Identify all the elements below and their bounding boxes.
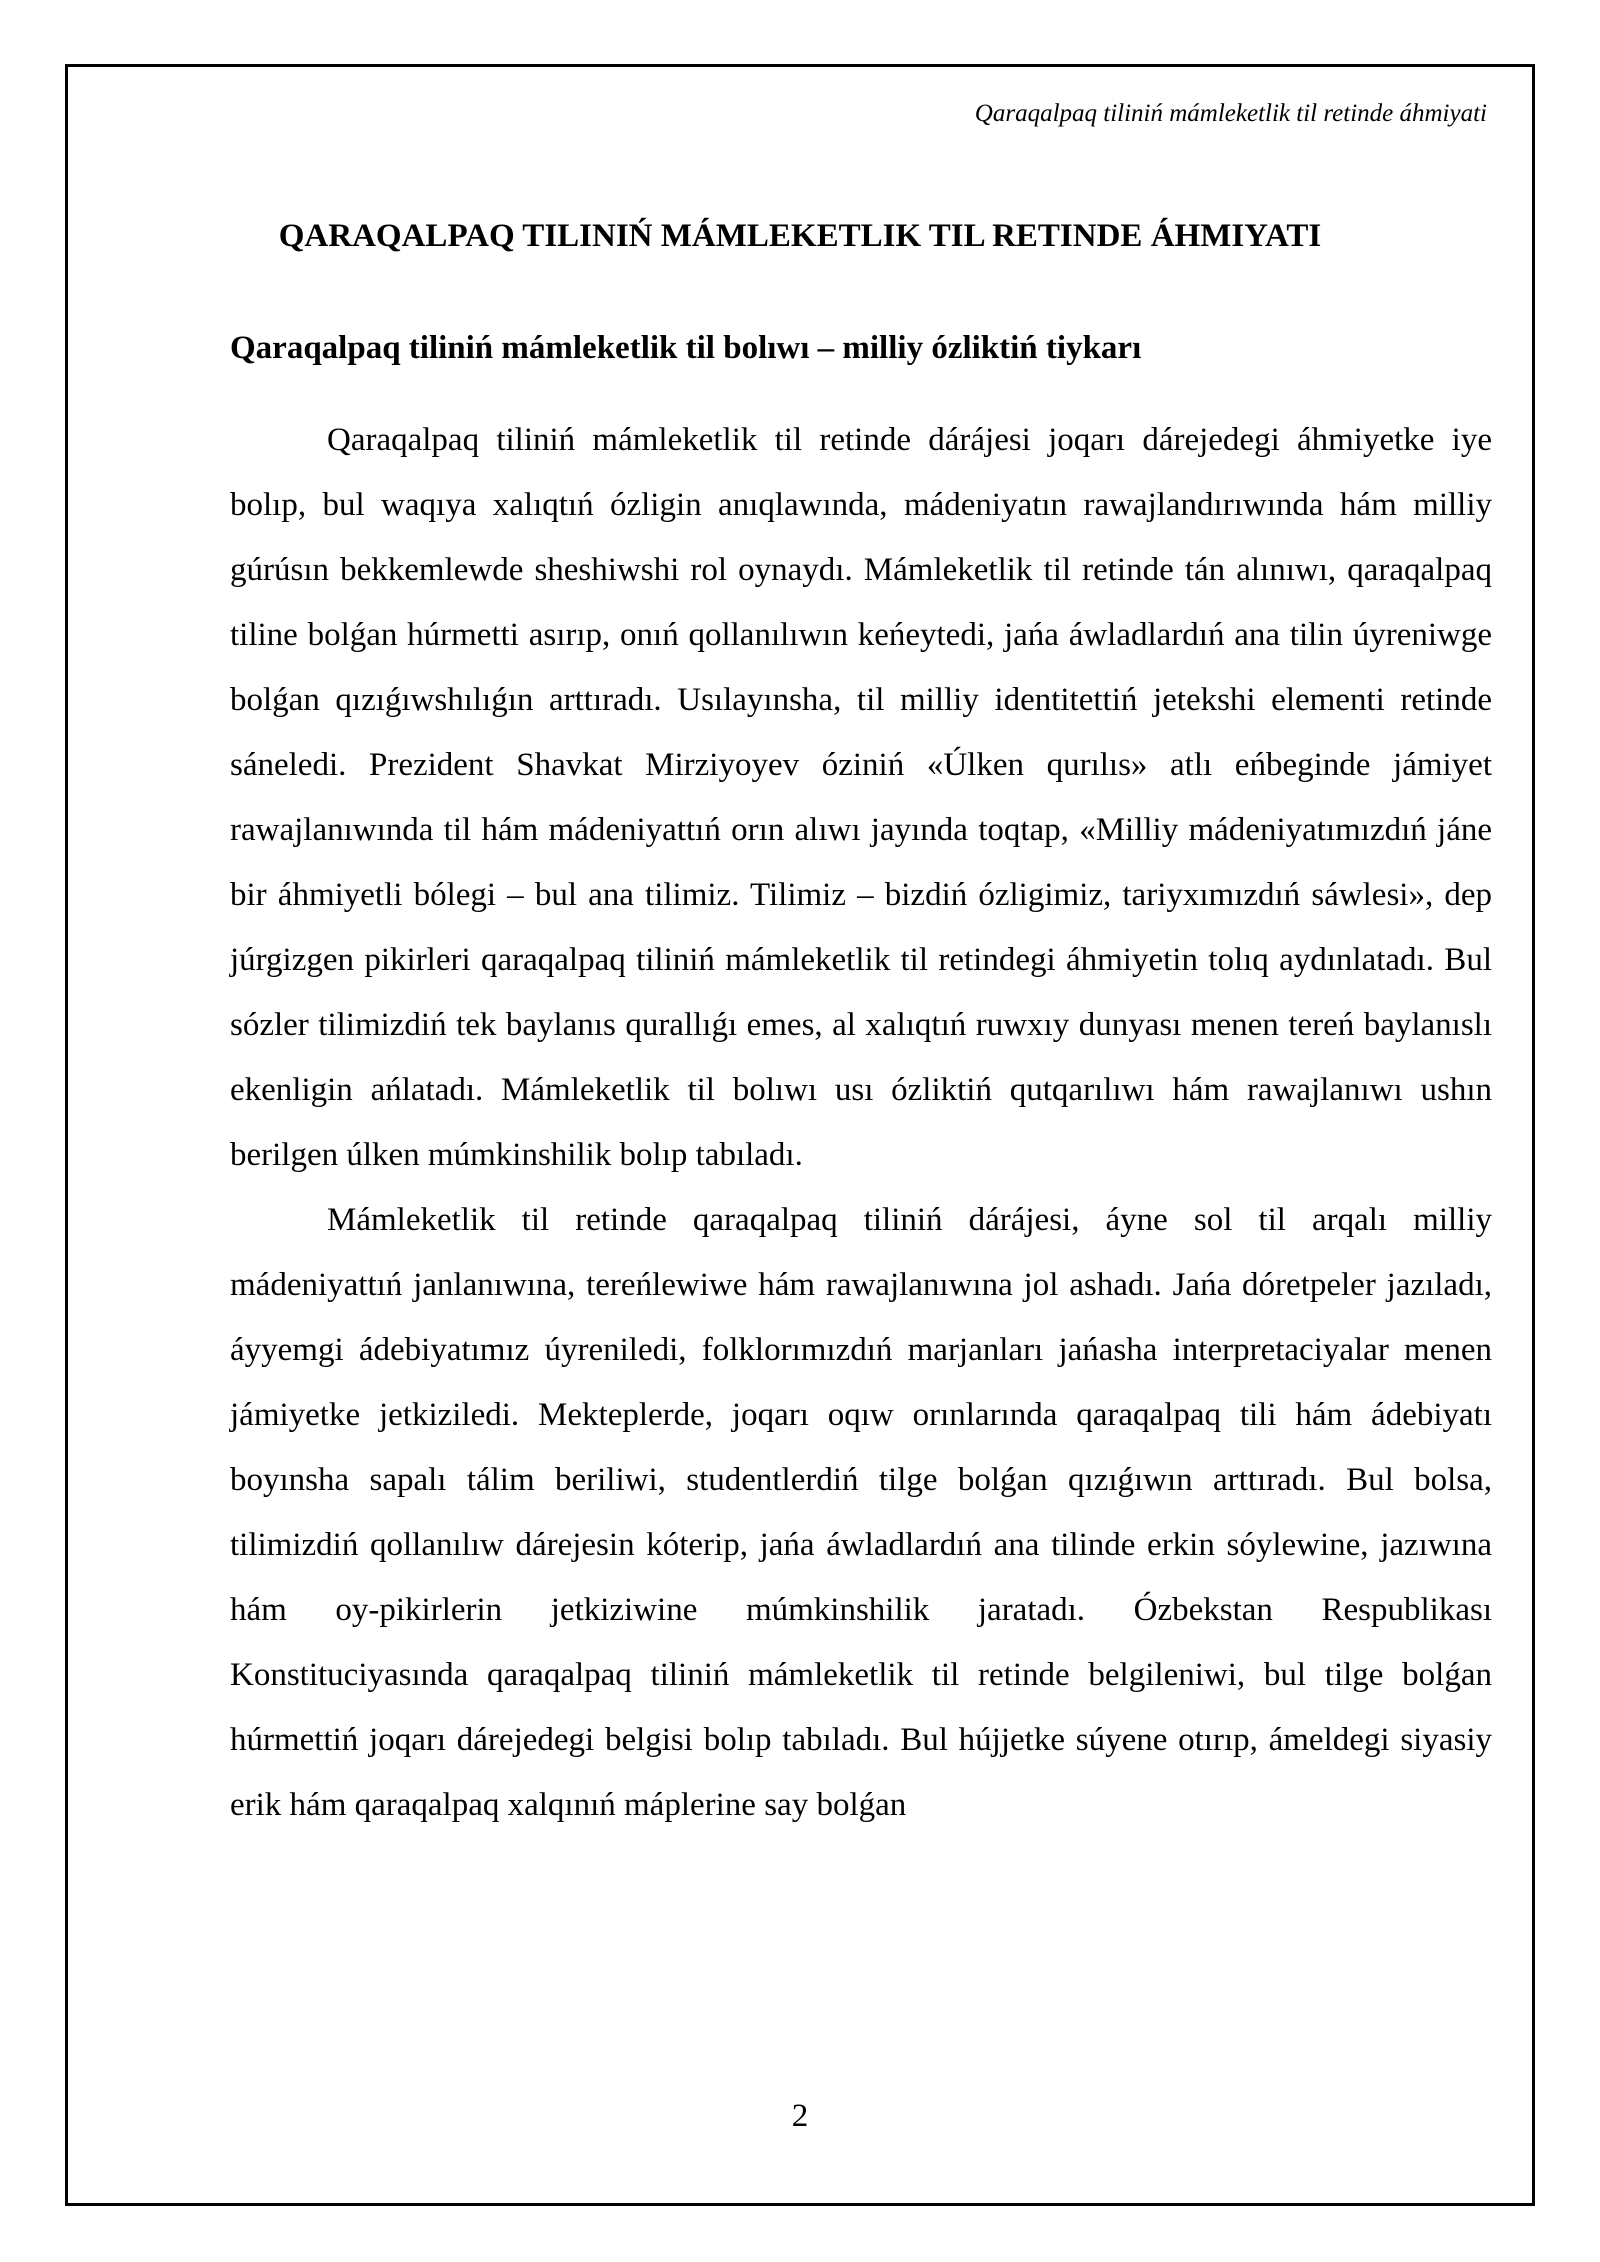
paragraph-2: Mámleketlik til retinde qaraqalpaq tiliniń dárájesi, áyne sol til arqalı milliy mádeniyattıń janlanıwına, tereńlewiwe hám rawajlanıwına jol ashadı. Jańa dóretpeler jazıladı, áyyemgi ádebiyatımız úyreniledi, folklorımızdıń marjanları jańasha interpretaciyalar menen jámiyetke jetkiziledi. Mekteplerde, joqarı oqıw orınlarında qaraqalpaq tili hám ádebiyatı boyınsha sapalı tálim beriliwi, studentlerdiń tilge bolǵan qızıǵıwın arttıradı. Bul bolsa, tilimizdiń qollanılıw dárejesin kóterip, jańa áwladlardıń ana tilinde erkin sóylewine, jazıwına hám oy-pikirlerin jetkiziwine múmkinshilik jaratadı. Ózbekstan Respublikası Konstituciyasında qaraqalpaq tiliniń mámleketlik til retinde belgileniwi, bul tilge bolǵan húrmettiń joqarı dárejedegi belgisi bolıp tabıladı. Bul hújjetke súyene otırıp, ámeldegi siyasiy erik hám qaraqalpaq xalqınıń máplerine say bolǵan (230, 1202, 1492, 1823)
document-title: QARAQALPAQ TILINIŃ MÁMLEKETLIK TIL RETINDE ÁHMIYATI (278, 218, 1322, 254)
section-heading: Qaraqalpaq tiliniń mámleketlik til bolıwı – milliy ózliktiń tiykarı (230, 330, 1142, 366)
running-header: Qaraqalpaq tiliniń mámleketlik til retinde áhmiyati (974, 100, 1487, 127)
page-number: 2 (791, 2098, 809, 2134)
paragraph-1: Qaraqalpaq tiliniń mámleketlik til retinde dárájesi joqarı dárejedegi áhmiyetke iye bolıp, bul waqıya xalıqtıń ózligin anıqlawında, mádeniyatın rawajlandırıwında hám milliy gúrúsın bekkemlewde sheshiwshi rol oynaydı. Mámleketlik til retinde tán alınıwı, qaraqalpaq tiline bolǵan húrmetti asırıp, onıń qollanılıwın keńeytedi, jańa áwladlardıń ana tilin úyreniwge bolǵan qızıǵıwshılıǵın arttıradı. Usılayınsha, til milliy identitettiń jetekshi elementi retinde sáneledi. Prezident Shavkat Mirziyoyev óziniń «Úlken qurılıs» atlı eńbeginde jámiyet rawajlanıwında til hám mádeniyattıń orın alıwı jayında toqtap, «Milliy mádeniyatımızdıń jáne bir áhmiyetli bólegi – bul ana tilimiz. Tilimiz – bizdiń ózligimiz, tariyxımızdıń sáwlesi», dep júrgizgen pikirleri qaraqalpaq tiliniń mámleketlik til retindegi áhmiyetin tolıq aydınlatadı. Bul sózler tilimizdiń tek baylanıs qurallıǵı emes, al xalıqtıń ruwxıy dunyası menen tereń baylanıslı ekenligin ańlatadı. Mámleketlik til bolıwı usı ózliktiń qutqarılıwı hám rawajlanıwı ushın berilgen úlken múmkinshilik bolıp tabıladı. (230, 422, 1492, 1173)
body-text (230, 408, 1492, 1838)
